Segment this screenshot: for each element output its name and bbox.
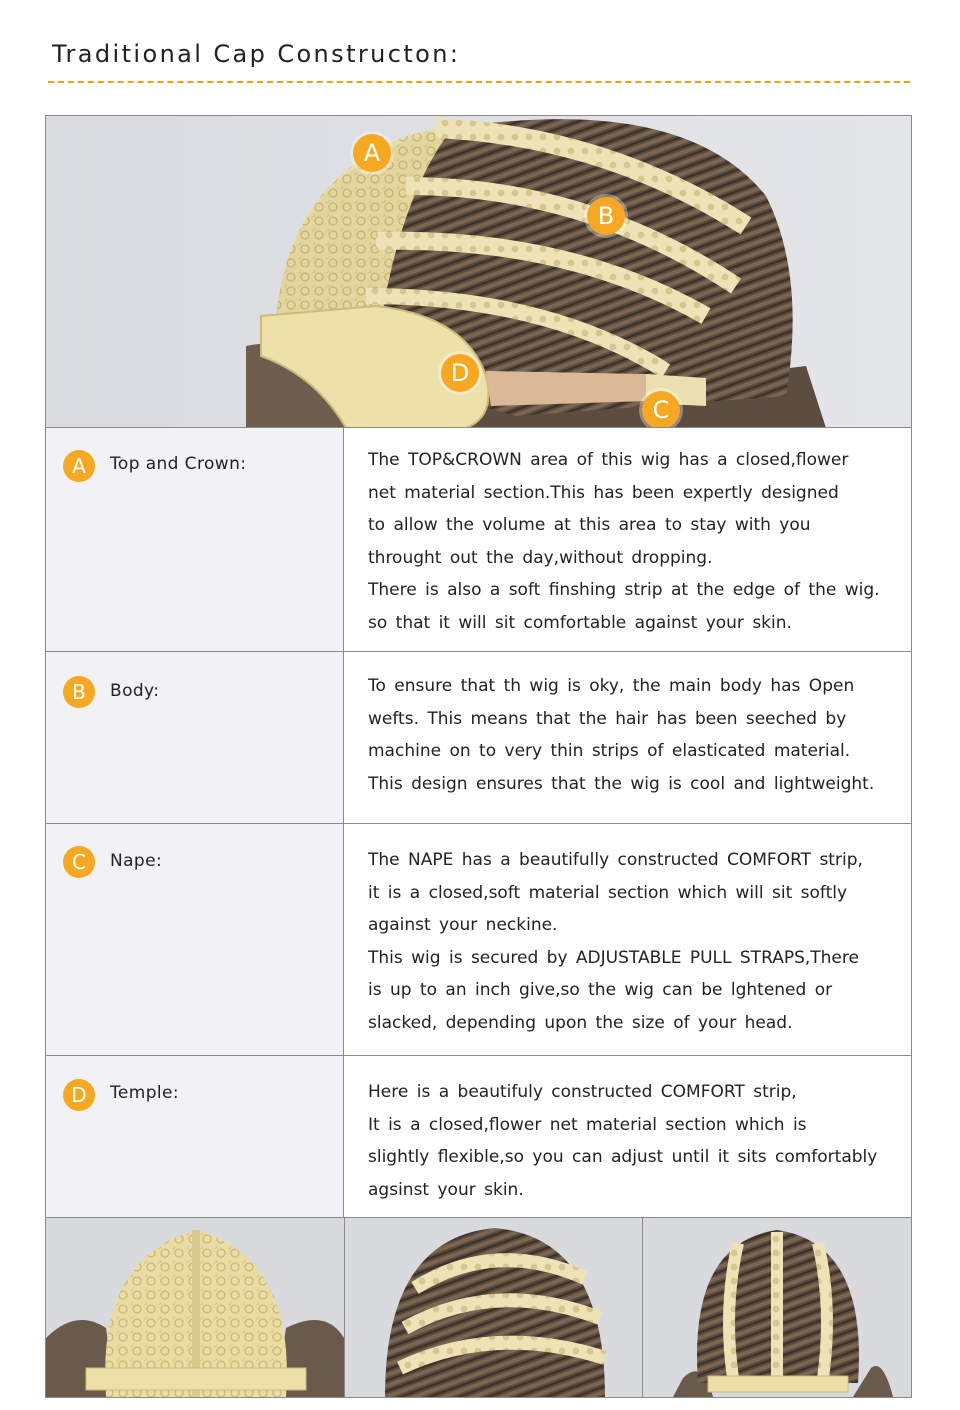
row-label: Temple: <box>110 1083 180 1103</box>
description-text <box>368 670 913 800</box>
cap-construction-table <box>45 115 912 1398</box>
description-line: agsinst your skin. <box>368 1179 524 1200</box>
badge-d: D <box>63 1079 95 1111</box>
description-line: The NAPE has a beautifully constructed COMFORT strip, <box>368 850 863 870</box>
description-text <box>368 844 913 1039</box>
label-cell <box>46 824 344 1055</box>
thumbnail-front-lace <box>46 1218 344 1397</box>
page-title: Traditional Cap Constructon: <box>52 40 461 68</box>
description-line: it is a closed,soft material section which will sit softly <box>368 882 848 903</box>
description-line: machine on to very thin strips of elasticated material. <box>368 741 851 761</box>
description-line: so that it will sit comfortable against your skin. <box>368 612 792 633</box>
row-body <box>46 652 911 824</box>
row-label: Body: <box>110 681 160 701</box>
description-line: This design ensures that the wig is cool and lightweight. <box>368 773 875 794</box>
thumbnail-side <box>345 1218 642 1397</box>
description-cell <box>344 652 911 823</box>
label-cell <box>46 1056 344 1217</box>
description-cell <box>344 824 911 1055</box>
wig-cap-illustration <box>46 116 911 428</box>
description-line: slightly flexible,so you can adjust until it sits comfortably <box>368 1147 878 1167</box>
description-line: It is a closed,flower net material section which is <box>368 1114 807 1135</box>
description-line: There is also a soft finshing strip at the edge of the wig. <box>368 580 880 600</box>
hero-wig-photo <box>46 116 911 428</box>
description-line: The TOP&CROWN area of this wig has a closed,flower <box>368 450 849 470</box>
badge-b: B <box>63 676 95 708</box>
description-line: To ensure that th wig is oky, the main body has Open <box>368 676 855 696</box>
marker-b: B <box>587 197 625 235</box>
description-line: This wig is secured by ADJUSTABLE PULL STRAPS,There <box>368 947 859 968</box>
label-cell <box>46 652 344 823</box>
description-line: wefts. This means that the hair has been seeched by <box>368 708 847 729</box>
description-line: throught out the day,without dropping. <box>368 547 713 568</box>
description-text <box>368 1076 913 1206</box>
description-line: Here is a beautifuly constructed COMFORT strip, <box>368 1082 797 1102</box>
title-divider <box>48 81 910 83</box>
description-cell <box>344 428 911 651</box>
thumbnail-strip <box>46 1218 911 1397</box>
description-line: is up to an inch give,so the wig can be lghtened or <box>368 980 833 1000</box>
row-label: Top and Crown: <box>110 454 247 474</box>
marker-d: D <box>441 354 479 392</box>
row-nape <box>46 824 911 1056</box>
badge-a: A <box>63 450 95 482</box>
description-cell <box>344 1056 911 1217</box>
row-label: Nape: <box>110 851 163 871</box>
description-line: to allow the volume at this area to stay with you <box>368 515 811 535</box>
row-temple <box>46 1056 911 1218</box>
description-line: slacked, depending upon the size of your head. <box>368 1012 793 1033</box>
marker-a: A <box>353 134 391 172</box>
badge-c: C <box>63 846 95 878</box>
row-top-and-crown <box>46 428 911 652</box>
marker-c: C <box>642 391 680 428</box>
description-line: against your neckine. <box>368 915 558 935</box>
label-cell <box>46 428 344 651</box>
description-line: net material section.This has been expertly designed <box>368 482 839 503</box>
description-text <box>368 444 913 639</box>
thumbnail-back <box>643 1218 911 1397</box>
